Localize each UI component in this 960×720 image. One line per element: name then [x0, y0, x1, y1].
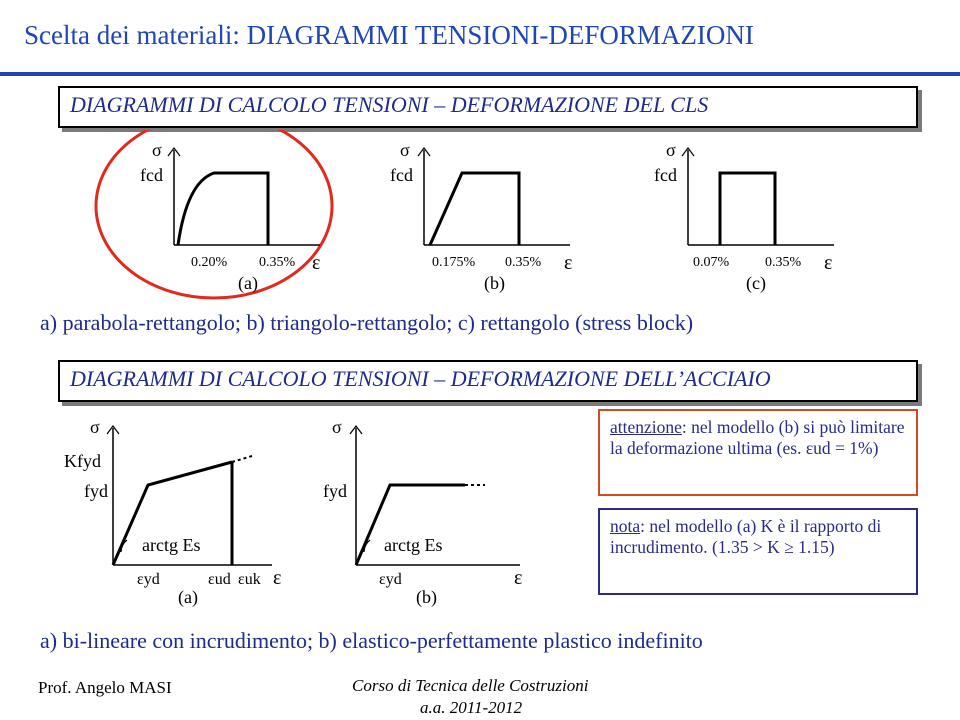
epsilon-label: ε: [514, 567, 523, 589]
attention-note: [598, 409, 918, 496]
eps-yd-label: εyd: [379, 571, 402, 588]
page-title: Scelta dei materiali: DIAGRAMMI TENSIONI-DEFORMAZIONI: [24, 20, 754, 50]
concrete-diagram-b: [390, 140, 572, 294]
diagram-caption: (a): [178, 587, 198, 607]
highlight-circle: [96, 130, 332, 298]
diagram-caption: (b): [416, 587, 437, 607]
steel-section-heading: [58, 360, 918, 402]
parabola-rectangle-curve: [178, 173, 268, 245]
eps-yd-label: εyd: [137, 571, 160, 588]
tick-label: 0.07%: [693, 255, 730, 270]
eps-uk-label: εuk: [238, 571, 261, 588]
arctg-label: arctg Es: [142, 535, 201, 555]
concrete-diagrams: [0, 130, 960, 300]
concrete-description: a) parabola-rettangolo; b) triangolo-rettangolo; c) rettangolo (stress block): [40, 310, 694, 335]
stress-block-rectangle: [720, 173, 775, 245]
fyd-label: fyd: [84, 481, 108, 501]
epsilon-label: ε: [312, 252, 321, 274]
note-keyword: nota: [610, 516, 641, 536]
curve-dotted-extension: [232, 456, 252, 462]
footer-year: a.a. 2011-2012: [420, 698, 523, 717]
steel-diagrams: [0, 405, 600, 615]
eps-ud-label: εud: [208, 571, 231, 588]
steel-diagram-b: [323, 417, 522, 608]
tick-label: 0.20%: [191, 255, 228, 270]
tick-label: 0.175%: [432, 255, 476, 270]
tick-label: 0.35%: [259, 255, 296, 270]
concrete-section-heading: [58, 86, 918, 128]
triangle-rectangle-curve: [430, 173, 519, 245]
attention-keyword: attenzione: [610, 417, 682, 437]
tick-label: 0.35%: [765, 255, 802, 270]
concrete-heading-text: DIAGRAMMI DI CALCOLO TENSIONI – DEFORMAZIONE DEL CLS: [70, 92, 709, 117]
concrete-diagram-c: [654, 140, 834, 294]
diagram-caption: (a): [238, 273, 258, 293]
footer-course: Corso di Tecnica delle Costruzioni: [352, 676, 589, 695]
attention-text: : nel modello (b) si può limitare la deformazione ultima (es. εud = 1%): [610, 417, 905, 458]
steel-heading-text: DIAGRAMMI DI CALCOLO TENSIONI – DEFORMAZIONE DELL’ACCIAIO: [70, 366, 771, 391]
tick-label: 0.35%: [505, 255, 542, 270]
sigma-label: σ: [400, 140, 410, 160]
concrete-diagram-a: [140, 140, 320, 294]
sigma-label: σ: [152, 140, 162, 160]
sigma-label: σ: [666, 140, 676, 160]
title-divider: [0, 72, 960, 76]
sigma-label: σ: [90, 417, 100, 437]
epsilon-label: ε: [564, 252, 573, 274]
fyd-label: fyd: [323, 481, 347, 501]
incrudimento-note: [598, 508, 918, 595]
fcd-label: fcd: [654, 165, 677, 185]
steel-diagram-a: [64, 417, 281, 608]
epsilon-label: ε: [824, 252, 833, 274]
epsilon-label: ε: [273, 567, 282, 589]
fcd-label: fcd: [390, 165, 413, 185]
footer-author: Prof. Angelo MASI: [38, 678, 172, 697]
diagram-caption: (c): [746, 273, 766, 293]
kfyd-label: Kfyd: [64, 451, 101, 471]
arctg-label: arctg Es: [384, 535, 443, 555]
steel-description: a) bi-lineare con incrudimento; b) elastico-perfettamente plastico indefinito: [40, 628, 703, 653]
note-text: : nel modello (a) K è il rapporto di incrudimento. (1.35 > K ≥ 1.15): [610, 516, 882, 557]
diagram-caption: (b): [484, 273, 505, 293]
sigma-label: σ: [332, 417, 342, 437]
fcd-label: fcd: [140, 165, 163, 185]
